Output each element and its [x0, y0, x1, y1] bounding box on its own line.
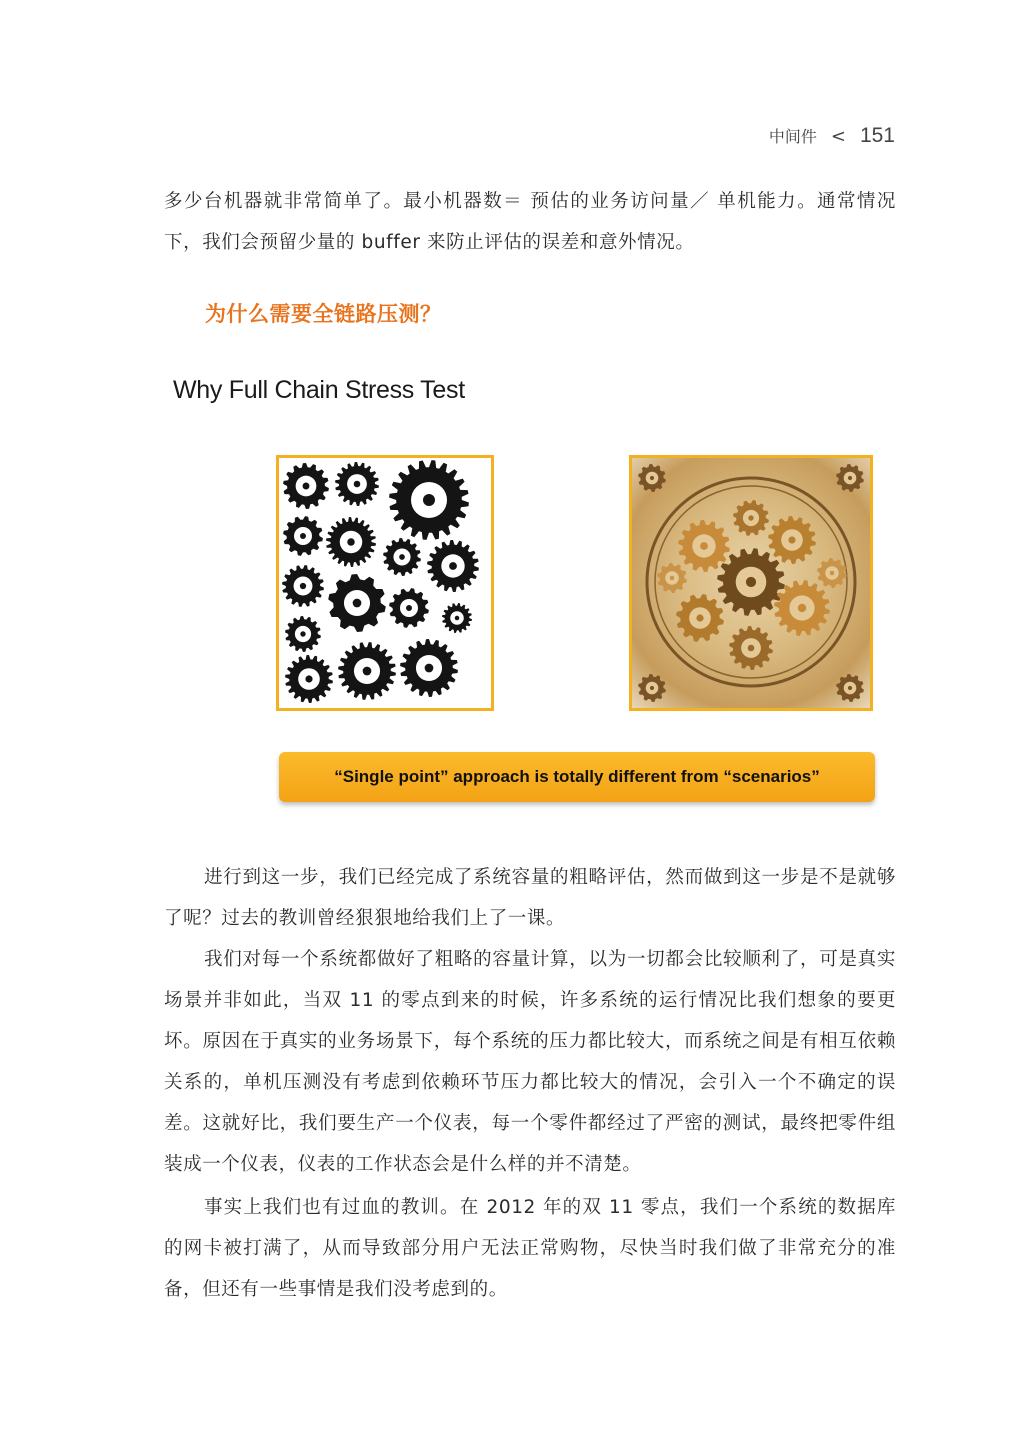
- gear-hub-icon: [830, 571, 835, 576]
- gear-hub-icon: [788, 536, 795, 543]
- paragraph-2: 我们对每一个系统都做好了粗略的容量计算，以为一切都会比较顺利了，可是真实场景并非如此，当双 11 的零点到来的时候，许多系统的运行情况比我们想象的要更坏。原因在于真实的业务场景下，每个系统的压力都比较大，而系统之间是有相互依赖关系的，单机压测没有考虑到依赖环节压力都比较大的情况，会引入一个不确定的误差。这就好比，我们要生产一个仪表，每一个零件都经过了严密的测试，最终把零件组装成一个仪表，仪表的工作状态会是什么样的并不清楚。: [164, 949, 896, 1175]
- gear-hub-icon: [423, 494, 435, 506]
- figure-title: Why Full Chain Stress Test: [173, 376, 465, 404]
- separate-gears-image: [276, 455, 494, 711]
- intro-paragraph: 多少台机器就非常简单了。最小机器数＝ 预估的业务访问量／ 单机能力。通常情况下，我们会预留少量的 buffer 来防止评估的误差和意外情况。: [164, 191, 896, 253]
- gear-hub-icon: [650, 476, 654, 480]
- figure: [160, 362, 890, 822]
- gear-hub-icon: [303, 483, 310, 490]
- paragraph-1: 进行到这一步，我们已经完成了系统容量的粗略评估，然而做到这一步是不是就够了呢？过去的教训曾经狠狠地给我们上了一课。: [164, 867, 896, 929]
- gear-hub-icon: [748, 515, 753, 520]
- gear-hub-icon: [300, 631, 305, 636]
- gear-hub-icon: [798, 604, 806, 612]
- page-number: 151: [859, 124, 895, 147]
- gear-hub-icon: [347, 538, 355, 546]
- gear-hub-icon: [399, 554, 405, 560]
- gear-hub-icon: [353, 599, 362, 608]
- page-header: [769, 124, 895, 148]
- gears-separate-icon: [279, 458, 491, 708]
- gear-hub-icon: [748, 645, 755, 652]
- gear-hub-icon: [300, 583, 306, 589]
- gear-hub-icon: [354, 481, 361, 488]
- header-separator: <: [830, 126, 846, 147]
- gear-hub-icon: [363, 667, 372, 676]
- gear-hub-icon: [696, 614, 703, 621]
- section-title: 为什么需要全链路压测？: [205, 302, 442, 326]
- gears-assembled-icon: [632, 458, 870, 708]
- gear-hub-icon: [425, 664, 434, 673]
- gear-hub-icon: [746, 577, 756, 587]
- assembled-gears-image: [629, 455, 873, 711]
- gear-hub-icon: [305, 675, 312, 682]
- gear-hub-icon: [300, 533, 306, 539]
- gear-hub-icon: [455, 616, 460, 621]
- gear-hub-icon: [848, 686, 852, 690]
- gear-hub-icon: [700, 542, 708, 550]
- paragraph-3: 事实上我们也有过血的教训。在 2012 年的双 11 零点，我们一个系统的数据库的网卡被打满了，从而导致部分用户无法正常购物，尽快当时我们做了非常充分的准备，但还有一些事情是我们没考虑到的。: [164, 1197, 896, 1300]
- figure-caption: “Single point” approach is totally different from “scenarios”: [279, 752, 875, 802]
- gear-hub-icon: [406, 605, 412, 611]
- gear-hub-icon: [670, 576, 675, 581]
- gear-hub-icon: [449, 562, 457, 570]
- chapter-name: 中间件: [768, 127, 817, 146]
- gear-hub-icon: [848, 476, 852, 480]
- gear-hub-icon: [650, 686, 654, 690]
